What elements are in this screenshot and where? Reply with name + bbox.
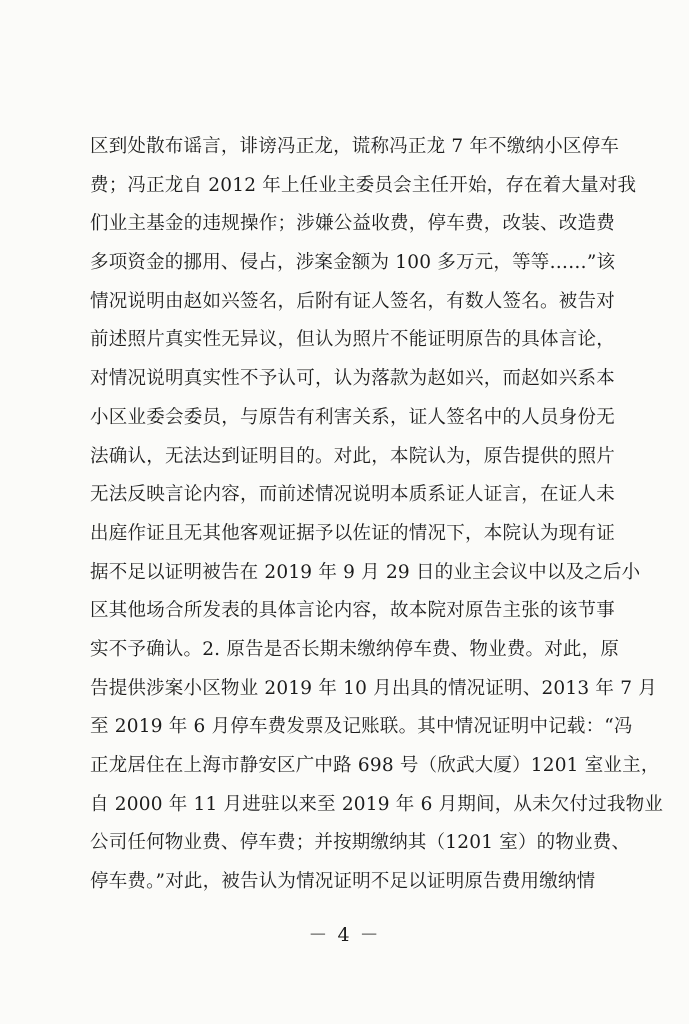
text-line: 对情况说明真实性不予认可，认为落款为赵如兴，而赵如兴系本 — [90, 368, 615, 390]
text-line: 至 2019 年 6 月停车费发票及记账联。其中情况证明中记载：“冯 — [90, 716, 633, 738]
text-line: 停车费。”对此，被告认为情况证明不足以证明原告费用缴纳情 — [90, 871, 596, 893]
text-line: 出庭作证且无其他客观证据予以佐证的情况下，本院认为现有证 — [90, 522, 615, 544]
text-line: 告提供涉案小区物业 2019 年 10 月出具的情况证明、2013 年 7 月 — [90, 677, 657, 699]
text-line: 前述照片真实性无异议，但认为照片不能证明原告的具体言论， — [90, 329, 615, 351]
page-number: － 4 － — [308, 924, 381, 946]
body-text — [90, 128, 664, 902]
text-line: 区其他场合所发表的具体言论内容，故本院对原告主张的该节事 — [90, 600, 615, 622]
text-line: 小区业委会委员，与原告有利害关系，证人签名中的人员身份无 — [90, 406, 615, 428]
text-line: 多项资金的挪用、侵占，涉案金额为 100 多万元，等等……”该 — [90, 252, 616, 274]
text-line: 法确认，无法达到证明目的。对此，本院认为，原告提供的照片 — [90, 445, 615, 467]
text-line: 费；冯正龙自 2012 年上任业主委员会主任开始，存在着大量对我 — [90, 174, 637, 196]
text-line: 实不予确认。2. 原告是否长期未缴纳停车费、物业费。对此，原 — [90, 638, 620, 660]
text-line: 区到处散布谣言，诽谤冯正龙，谎称冯正龙 7 年不缴纳小区停车 — [90, 136, 620, 157]
text-line: 据不足以证明被告在 2019 年 9 月 29 日的业主会议中以及之后小 — [90, 561, 641, 583]
text-line: 无法反映言论内容，而前述情况说明本质系证人证言，在证人未 — [90, 484, 615, 506]
text-line: 情况说明由赵如兴签名，后附有证人签名，有数人签名。被告对 — [90, 290, 615, 312]
text-line: 公司任何物业费、停车费；并按期缴纳其（1201 室）的物业费、 — [90, 832, 631, 854]
text-line: 正龙居住在上海市静安区广中路 698 号（欣武大厦）1201 室业主， — [90, 755, 660, 776]
text-line: 自 2000 年 11 月进驻以来至 2019 年 6 月期间，从未欠付过我物业 — [90, 793, 664, 815]
text-line: 们业主基金的违规操作；涉嫌公益收费，停车费，改装、改造费 — [90, 213, 615, 235]
